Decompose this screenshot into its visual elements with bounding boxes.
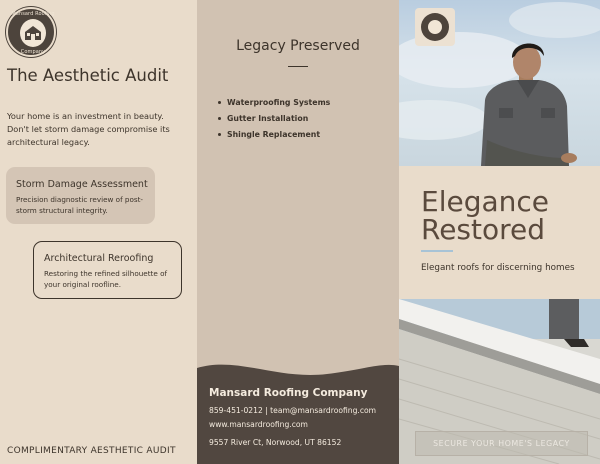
roofer-photo: [399, 0, 600, 166]
service-card-storm: [6, 167, 155, 224]
card-text: Precision diagnostic review of post-storm structural integrity.: [16, 195, 144, 215]
section-title: The Aesthetic Audit: [7, 66, 169, 85]
service-label: Shingle Replacement: [227, 130, 321, 139]
bullet-icon: [218, 117, 221, 120]
title-divider: [288, 66, 308, 67]
contact-phone-email: 859-451-0212 | team@mansardroofing.com: [209, 406, 377, 415]
section-body: Your home is an investment in beauty. Don't let storm damage compromise its architectural legacy.: [7, 111, 170, 147]
left-panel: [0, 0, 197, 464]
logo-badge-icon: [421, 13, 449, 41]
hero-title-line1: Elegance: [421, 185, 549, 218]
service-label: Gutter Installation: [227, 114, 309, 123]
logo-text-top: Mansard Roofing: [11, 11, 55, 17]
secure-legacy-button[interactable]: SECURE YOUR HOME'S LEGACY: [415, 431, 588, 456]
list-item: [218, 95, 330, 111]
list-item: [218, 111, 330, 127]
services-list: [218, 95, 330, 143]
hero-title-line2: Restored: [421, 213, 546, 246]
middle-title: Legacy Preserved: [236, 38, 360, 54]
service-card-reroofing: [33, 241, 182, 299]
service-label: Waterproofing Systems: [227, 98, 331, 107]
company-name: Mansard Roofing Company: [209, 387, 368, 399]
list-item: [218, 127, 330, 143]
company-logo: [6, 7, 56, 57]
card-text: Restoring the refined silhouette of your original roofline.: [44, 269, 167, 289]
house-icon: [20, 19, 46, 47]
logo-text-bottom: Company: [20, 49, 46, 55]
bullet-icon: [218, 101, 221, 104]
hero-subtitle: Elegant roofs for discerning homes: [421, 263, 575, 273]
website-link[interactable]: www.mansardroofing.com: [209, 420, 308, 429]
card-title: Architectural Reroofing: [44, 253, 154, 264]
middle-panel: [197, 0, 399, 464]
hero-title: [421, 185, 549, 246]
small-logo: [415, 8, 455, 46]
address: 9557 River Ct, Norwood, UT 86152: [209, 438, 342, 447]
right-panel: [399, 0, 600, 464]
offer-footer: COMPLIMENTARY AESTHETIC AUDIT: [7, 446, 176, 456]
bullet-icon: [218, 133, 221, 136]
hero-divider: [421, 250, 453, 252]
card-title: Storm Damage Assessment: [16, 179, 148, 190]
